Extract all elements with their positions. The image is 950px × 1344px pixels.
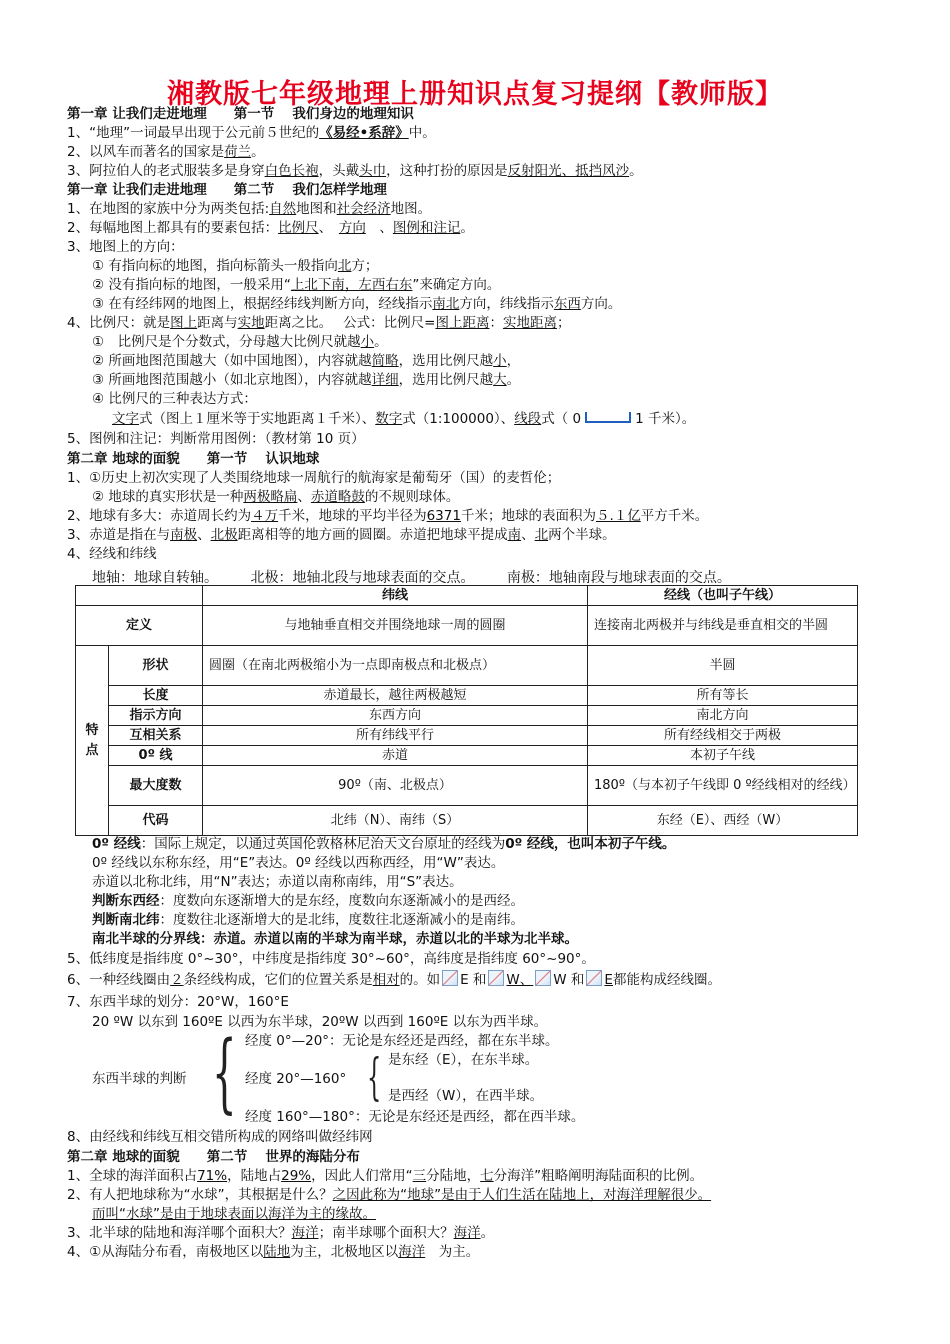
hemisphere-rule: 20 ºW 以东到 160ºE 以西为东半球，20ºW 以西到 160ºE 以东为西半球。	[92, 1014, 548, 1030]
table-row: 互相关系 所有纬线平行 所有经线相交于两极	[76, 726, 858, 746]
table-row	[76, 586, 858, 606]
hemisphere-divide-note: 南北半球的分界线：赤道。赤道以南的半球为南半球，赤道以北的半球为北半球。	[92, 931, 578, 947]
header-latitude: 纬线	[203, 586, 588, 606]
table-row: 长度 赤道最长，越往两极越短 所有等长	[76, 686, 858, 706]
line-2-1-5: 5、低纬度是指纬度 0°~30°，中纬度是指纬度 30°~60°，高纬度是指纬度 60°~90°。	[67, 951, 595, 967]
axis-definitions	[92, 567, 759, 587]
line-2-1-1b: ② 地球的真实形状是一种两极略扁、赤道略鼓的不规则球体。	[92, 489, 460, 505]
south-pole-def: 南极：地轴南段与地球表面的交点。	[506, 570, 731, 586]
table-row: 0º 线 赤道 本初子午线	[76, 746, 858, 766]
line-1-2-3: 3、地图上的方向：	[67, 239, 184, 255]
hemi-case-1: 经度 0°—20°：无论是东经还是西经，都在东半球。	[245, 1033, 559, 1049]
left-brace-icon: {	[212, 1023, 237, 1123]
scale-rule-2: ② 所画地图范围越大（如中国地图），内容就越简略，选用比例尺越小，	[92, 353, 521, 369]
line-2-1-4: 4、经线和纬线	[67, 546, 157, 562]
features-label: 特点	[76, 646, 109, 836]
line-1-1-1: 1、“地理”一词最早出现于公元前５世纪的《易经•系辞》中。	[67, 125, 436, 141]
hemi-case-3: 经度 160°—180°：无论是东经还是西经，都在西半球。	[245, 1109, 585, 1125]
north-pole-def: 北极：地轴北段与地球表面的交点。	[250, 570, 475, 586]
header-longitude: 经线（也叫子午线）	[588, 586, 858, 606]
line-2-1-2: 2、地球有多大：赤道周长约为４万千米，地球的平均半径为6371千米；地球的表面积为５.１亿平方千米。	[67, 508, 709, 524]
line-2-2-4: 4、①从海陆分布看，南极地区以陆地为主，北极地区以海洋 为主。	[67, 1244, 480, 1260]
line-1-1-3: 3、阿拉伯人的老式服装多是身穿白色长袍，头戴头巾，这种打扮的原因是反射阳光、抵挡风沙。	[67, 163, 643, 179]
degree-placeholder-icon	[586, 970, 602, 986]
scale-rule-3: ③ 所画地图范围越小（如北京地图），内容就越详细，选用比例尺越大。	[92, 372, 521, 388]
table-row: 代码 北纬（N）、南纬（S） 东经（E）、西经（W）	[76, 806, 858, 836]
north-south-note: 赤道以北称北纬，用“N”表达；赤道以南称南纬，用“S”表达。	[92, 874, 463, 890]
judge-east-west: 判断东西经：度数向东逐渐增大的是东经，度数向东逐渐减小的是西经。	[92, 893, 524, 909]
table-row: 最大度数 90º（南、北极点） 180º（与本初子午线即 0 º经线相对的经线）	[76, 766, 858, 806]
line-1-2-4: 4、比例尺：就是图上距离与实地距离之比。 公式：比例尺=图上距离：实地距离；	[67, 315, 571, 331]
line-2-1-7: 7、东西半球的划分：20°W，160°E	[67, 994, 289, 1010]
degree-placeholder-icon	[535, 970, 551, 986]
direction-rule-1: ① 有指向标的地图，指向标箭头一般指向北方；	[92, 258, 379, 274]
direction-rule-3: ③ 在有经纬网的地图上，根据经纬线判断方向，经线指示南北方向，纬线指示东西方向。	[92, 296, 622, 312]
judge-north-south: 判断南北纬：度数往北逐渐增大的是北纬，度数往北逐渐减小的是南纬。	[92, 912, 524, 928]
scale-forms: 文字式（图上１厘米等于实地距离１千米）、数字式（1:100000）、线段式（ 0 1 千米）。	[112, 411, 696, 427]
line-2-2-3: 3、北半球的陆地和海洋哪个面积大？海洋；南半球哪个面积大？海洋。	[67, 1225, 495, 1241]
hemi-case-2a: 是东经（E），在东半球。	[388, 1052, 539, 1068]
hemi-case-2b: 是西经（W），在西半球。	[388, 1088, 544, 1104]
east-west-note: 0º 经线以东称东经，用“E”表达。0º 经线以西称西经，用“W”表达。	[92, 855, 505, 871]
degree-placeholder-icon	[488, 970, 504, 986]
section-heading-1-2: 第一章 让我们走进地理 第二节 我们怎样学地理	[67, 182, 387, 198]
scale-rule-1: ① 比例尺是个分数式，分母越大比例尺就越小。	[92, 334, 388, 350]
line-1-2-5: 5、图例和注记：判断常用图例：（教材第 10 页）	[67, 431, 365, 447]
table-row: 指示方向 东西方向 南北方向	[76, 706, 858, 726]
line-2-1-6: 6、一种经线圈由２条经线构成，它们的位置关系是相对的。如 E 和 W、 W 和 E都能构成经线圈。	[67, 972, 721, 988]
lat-lon-table	[75, 585, 858, 836]
section-heading-2-1: 第二章 地球的面貌 第一节 认识地球	[67, 451, 320, 467]
section-heading-1-1: 第一章 让我们走进地理 第一节 我们身边的地理知识	[67, 106, 414, 122]
line-2-2-2b: 而叫“水球”是由于地球表面以海洋为主的缘故。	[92, 1206, 376, 1222]
line-2-1-1: 1、①历史上初次实现了人类围绕地球一周航行的航海家是葡萄牙（国）的麦哲伦；	[67, 470, 561, 486]
hemisphere-judge-label: 东西半球的判断	[92, 1071, 187, 1087]
prime-meridian-note: 0º 经线：国际上规定，以通过英国伦敦格林尼治天文台原址的经线为0º 经线，也叫本初子午线。	[92, 836, 676, 852]
line-2-1-8: 8、由经线和纬线互相交错所构成的网络叫做经纬网	[67, 1129, 373, 1145]
section-heading-2-2: 第二章 地球的面貌 第二节 世界的海陆分布	[67, 1149, 360, 1165]
hemi-case-2: 经度 20°—160°	[245, 1071, 347, 1087]
table-row: 定义 与地轴垂直相交并围绕地球一周的圆圈 连接南北两极并与纬线是垂直相交的半圆	[76, 606, 858, 646]
direction-rule-2: ② 没有指向标的地图，一般采用“上北下南，左西右东”来确定方向。	[92, 277, 501, 293]
line-1-2-2: 2、每幅地图上都具有的要素包括：比例尺、 方向 、图例和注记。	[67, 220, 474, 236]
scale-rule-4: ④ 比例尺的三种表达方式：	[92, 391, 257, 407]
line-1-1-2: 2、以风车而著名的国家是荷兰。	[67, 144, 265, 160]
axis-def: 地轴：地球自转轴。	[92, 570, 218, 586]
line-2-2-2: 2、有人把地球称为“水球”，其根据是什么？之因此称为“地球”是由于人们生活在陆地上，对海洋理解很少。	[67, 1187, 712, 1203]
left-brace-icon: {	[367, 1048, 382, 1106]
page-title: 湘教版七年级地理上册知识点复习提纲【教师版】	[167, 79, 783, 110]
line-scale-icon	[585, 412, 631, 423]
table-row: 特点 形状 圆圈（在南北两极缩小为一点即南极点和北极点） 半圆	[76, 646, 858, 686]
line-1-2-1: 1、在地图的家族中分为两类包括:自然地图和社会经济地图。	[67, 201, 432, 217]
line-2-2-1: 1、全球的海洋面积占71%，陆地占29%，因此人们常用“三分陆地，七分海洋”粗略阐明海陆面积的比例。	[67, 1168, 704, 1184]
line-2-1-3: 3、赤道是指在与南极、北极距离相等的地方画的圆圈。赤道把地球平提成南、北两个半球。	[67, 527, 616, 543]
degree-placeholder-icon	[442, 970, 458, 986]
